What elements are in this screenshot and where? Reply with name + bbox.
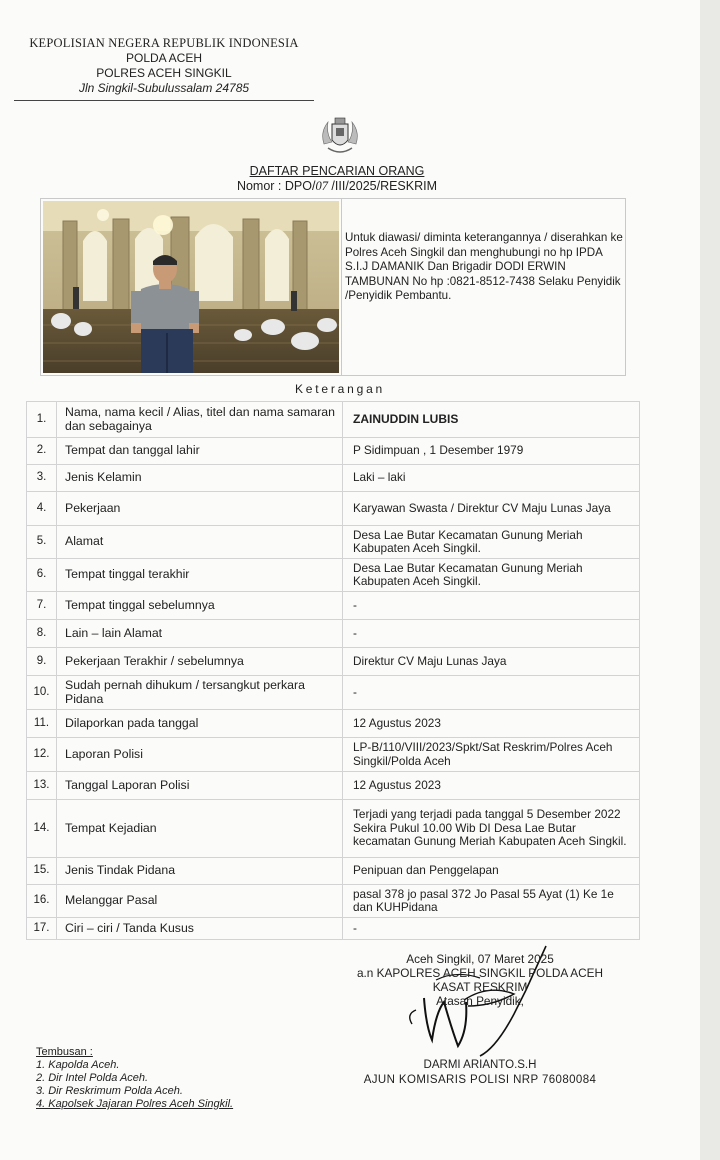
row-label: Sudah pernah dihukum / tersangkut perkara Pidana xyxy=(57,676,343,710)
letterhead-org-national: KEPOLISIAN NEGERA REPUBLIK INDONESIA xyxy=(29,36,299,50)
table-row xyxy=(27,885,640,918)
row-label: Pekerjaan xyxy=(57,492,343,526)
row-value: - xyxy=(343,918,640,940)
signature-position: KASAT RESKRIM xyxy=(432,980,528,994)
letterhead-underline xyxy=(14,100,314,101)
signature-role: Atasan Penyidik, xyxy=(436,994,524,1008)
copies-item: 3. Dir Reskrimum Polda Aceh. xyxy=(36,1085,183,1097)
row-number: 16. xyxy=(27,885,57,918)
row-value: Penipuan dan Penggelapan xyxy=(343,858,640,885)
table-row xyxy=(27,648,640,676)
table-row xyxy=(27,800,640,858)
row-label: Jenis Tindak Pidana xyxy=(57,858,343,885)
signer-rank: AJUN KOMISARIS POLISI NRP 76080084 xyxy=(363,1074,597,1086)
row-label: Lain – lain Alamat xyxy=(57,620,343,648)
row-value: 12 Agustus 2023 xyxy=(343,710,640,738)
signature-block xyxy=(320,952,640,1008)
row-label: Tempat Kejadian xyxy=(57,800,343,858)
row-label: Nama, nama kecil / Alias, titel dan nama samaran dan sebagainya xyxy=(57,402,343,438)
table-row xyxy=(27,465,640,492)
document-number xyxy=(212,179,462,194)
copies-item: 2. Dir Intel Polda Aceh. xyxy=(36,1072,149,1084)
letterhead-org-local: POLRES ACEH SINGKIL xyxy=(96,66,232,80)
row-number: 13. xyxy=(27,772,57,800)
row-number: 4. xyxy=(27,492,57,526)
row-number: 7. xyxy=(27,592,57,620)
row-label: Tanggal Laporan Polisi xyxy=(57,772,343,800)
row-label: Tempat tinggal sebelumnya xyxy=(57,592,343,620)
row-value: - xyxy=(343,620,640,648)
signature-place-date: Aceh Singkil, 07 Maret 2025 xyxy=(406,952,554,966)
row-number: 14. xyxy=(27,800,57,858)
table-row xyxy=(27,858,640,885)
row-number: 6. xyxy=(27,559,57,592)
row-number: 2. xyxy=(27,438,57,465)
document-number-suffix: /III/2025/RESKRIM xyxy=(327,179,438,193)
row-value: Desa Lae Butar Kecamatan Gunung Meriah Kabupaten Aceh Singkil. xyxy=(343,526,640,559)
row-number: 8. xyxy=(27,620,57,648)
row-value: Direktur CV Maju Lunas Jaya xyxy=(343,648,640,676)
table-row xyxy=(27,592,640,620)
copies-item: 1. Kapolda Aceh. xyxy=(36,1059,120,1071)
row-label: Dilaporkan pada tanggal xyxy=(57,710,343,738)
row-value: Terjadi yang terjadi pada tanggal 5 Desember 2022 Sekira Pukul 10.00 Wib DI Desa Lae Butar kecamatan Gunung Meriah Kabupaten Aceh Singkil. xyxy=(343,800,640,858)
row-number: 10. xyxy=(27,676,57,710)
table-row xyxy=(27,492,640,526)
row-number: 17. xyxy=(27,918,57,940)
row-number: 1. xyxy=(27,402,57,438)
notice-text: Untuk diawasi/ diminta keterangannya / diserahkan ke Polres Aceh Singkil dan menghubungi no hp IPDA S.I.J DAMANIK Dan Brigadir DODI ERWIN TAMBUNAN No hp :0821-8512-7438 Selaku Penyidik /Penyidik Pembantu. xyxy=(345,231,623,302)
row-value: P Sidimpuan , 1 Desember 1979 xyxy=(343,438,640,465)
row-label: Tempat dan tanggal lahir xyxy=(57,438,343,465)
table-row xyxy=(27,676,640,710)
row-number: 15. xyxy=(27,858,57,885)
row-label: Ciri – ciri / Tanda Kusus xyxy=(57,918,343,940)
row-value: Laki – laki xyxy=(343,465,640,492)
section-label: Keterangan xyxy=(294,382,386,396)
signature-on-behalf: a.n KAPOLRES ACEH SINGKIL POLDA ACEH xyxy=(356,966,604,980)
row-label: Pekerjaan Terakhir / sebelumnya xyxy=(57,648,343,676)
row-value: - xyxy=(343,676,640,710)
table-row xyxy=(27,710,640,738)
row-label: Tempat tinggal terakhir xyxy=(57,559,343,592)
row-number: 5. xyxy=(27,526,57,559)
table-row xyxy=(27,438,640,465)
row-label: Laporan Polisi xyxy=(57,738,343,772)
row-value: LP-B/110/VIII/2023/Spkt/Sat Reskrim/Polres Aceh Singkil/Polda Aceh xyxy=(343,738,640,772)
row-value: 12 Agustus 2023 xyxy=(343,772,640,800)
police-emblem-icon xyxy=(318,114,362,160)
row-number: 3. xyxy=(27,465,57,492)
row-value: pasal 378 jo pasal 372 Jo Pasal 55 Ayat (1) Ke 1e dan KUHPidana xyxy=(343,885,640,918)
row-number: 11. xyxy=(27,710,57,738)
row-label: Jenis Kelamin xyxy=(57,465,343,492)
row-label: Alamat xyxy=(57,526,343,559)
signer-name: DARMI ARIANTO.S.H xyxy=(423,1059,537,1071)
copies-list xyxy=(36,1046,233,1111)
row-value: - xyxy=(343,592,640,620)
letterhead xyxy=(14,36,314,96)
row-number: 9. xyxy=(27,648,57,676)
document-number-handwritten: 07 xyxy=(315,179,328,193)
details-table xyxy=(26,401,640,940)
table-row xyxy=(27,738,640,772)
row-label: Melanggar Pasal xyxy=(57,885,343,918)
copies-heading: Tembusan : xyxy=(36,1046,93,1058)
document-title-main: DAFTAR PENCARIAN ORANG xyxy=(249,164,425,178)
row-number: 12. xyxy=(27,738,57,772)
suspect-photo xyxy=(43,201,339,373)
photo-notice-box xyxy=(40,198,626,376)
letterhead-org-regional: POLDA ACEH xyxy=(125,51,203,65)
table-row xyxy=(27,402,640,438)
table-row xyxy=(27,918,640,940)
row-value: ZAINUDDIN LUBIS xyxy=(343,402,640,438)
table-row xyxy=(27,772,640,800)
row-value: Desa Lae Butar Kecamatan Gunung Meriah Kabupaten Aceh Singkil. xyxy=(343,559,640,592)
letterhead-address: Jln Singkil-Subulussalam 24785 xyxy=(78,81,250,95)
table-row xyxy=(27,526,640,559)
document-title xyxy=(212,164,462,194)
signer xyxy=(340,1058,620,1088)
copies-item: 4. Kapolsek Jajaran Polres Aceh Singkil. xyxy=(36,1098,234,1110)
photo-divider xyxy=(341,199,342,375)
table-row xyxy=(27,620,640,648)
row-value: Karyawan Swasta / Direktur CV Maju Lunas Jaya xyxy=(343,492,640,526)
document-number-prefix: Nomor : DPO/ xyxy=(236,179,316,193)
table-row xyxy=(27,559,640,592)
scan-margin xyxy=(700,0,720,1160)
